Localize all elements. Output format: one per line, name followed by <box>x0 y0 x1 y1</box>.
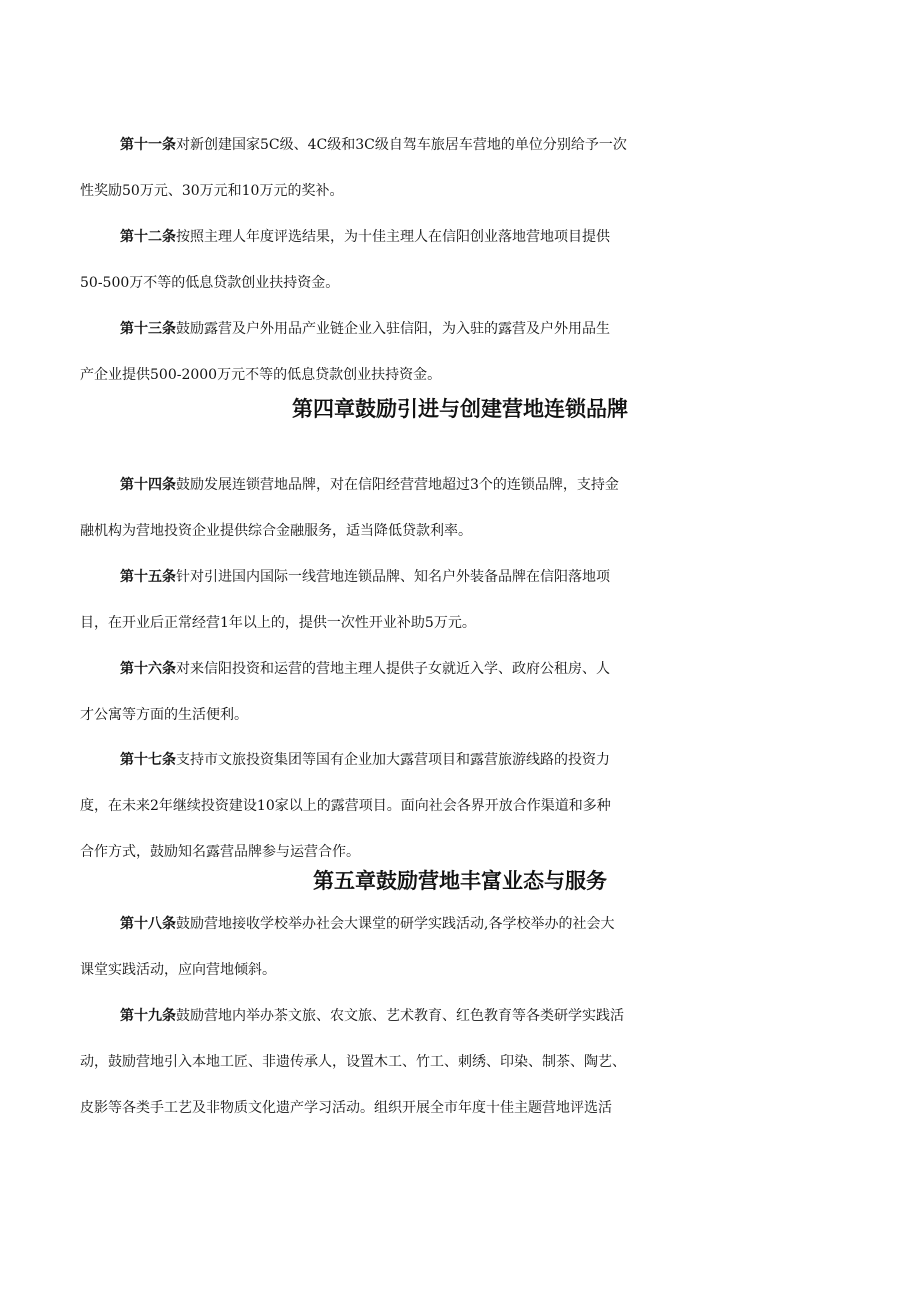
article-14-text-1: 鼓励发展连锁营地品牌，对在信阳经营营地超过3个的连锁品牌，支持金 <box>176 477 619 493</box>
article-17-label: 第十七条 <box>120 752 176 768</box>
article-14 <box>0 462 920 554</box>
article-13 <box>0 306 920 398</box>
article-11 <box>0 122 920 214</box>
article-16-line-2: 才公寓等方面的生活便利。 <box>80 707 248 723</box>
article-18-label: 第十八条 <box>120 916 176 932</box>
article-12-line-2: 50-500万不等的低息贷款创业扶持资金。 <box>80 275 340 291</box>
article-19-line-3: 皮影等各类手工艺及非物质文化遗产学习活动。组织开展全市年度十佳主题营地评选活 <box>80 1100 612 1116</box>
article-17-line-3: 合作方式，鼓励知名露营品牌参与运营合作。 <box>80 844 360 860</box>
article-15-line-2: 目，在开业后正常经营1年以上的，提供一次性开业补助5万元。 <box>80 615 476 631</box>
article-17 <box>0 737 920 875</box>
article-19-label: 第十九条 <box>120 1008 176 1024</box>
article-11-line-1 <box>0 122 920 168</box>
article-18-line-1 <box>0 901 920 947</box>
article-11-label: 第十一条 <box>120 137 176 153</box>
article-11-text-1: 对新创建国家5C级、4C级和3C级自驾车旅居车营地的单位分别给予一次 <box>176 137 627 153</box>
article-15 <box>0 554 920 646</box>
article-18-line-2: 课堂实践活动，应向营地倾斜。 <box>80 962 276 978</box>
article-13-line-1 <box>0 306 920 352</box>
article-16 <box>0 646 920 738</box>
article-17-line-2: 度，在未来2年继续投资建设10家以上的露营项目。面向社会各界开放合作渠道和多种 <box>80 798 611 814</box>
chapter-5-heading: 第五章鼓励营地丰富业态与服务 <box>313 868 607 893</box>
article-18-text-1: 鼓励营地接收学校举办社会大课堂的研学实践活动,各学校举办的社会大 <box>176 916 615 932</box>
article-17-line-1 <box>0 737 920 783</box>
article-13-text-1: 鼓励露营及户外用品产业链企业入驻信阳，为入驻的露营及户外用品生 <box>176 321 610 337</box>
article-17-text-1: 支持市文旅投资集团等国有企业加大露营项目和露营旅游线路的投资力 <box>176 752 610 768</box>
article-19-line-2: 动，鼓励营地引入本地工匠、非遗传承人，设置木工、竹工、刺绣、印染、制茶、陶艺、 <box>80 1054 626 1070</box>
article-16-line-1 <box>0 646 920 692</box>
article-19-text-1: 鼓励营地内举办茶文旅、农文旅、艺术教育、红色教育等各类研学实践活 <box>176 1008 624 1024</box>
article-14-line-1 <box>0 462 920 508</box>
article-13-line-2: 产企业提供500-2000万元不等的低息贷款创业扶持资金。 <box>80 367 442 383</box>
article-15-line-1 <box>0 554 920 600</box>
article-12-label: 第十二条 <box>120 229 176 245</box>
article-15-label: 第十五条 <box>120 569 176 585</box>
article-13-label: 第十三条 <box>120 321 176 337</box>
article-19 <box>0 993 920 1131</box>
article-18 <box>0 901 920 993</box>
article-16-text-1: 对来信阳投资和运营的营地主理人提供子女就近入学、政府公租房、人 <box>176 661 610 677</box>
chapter-4-heading: 第四章鼓励引进与创建营地连锁品牌 <box>292 396 628 421</box>
article-12-line-1 <box>0 214 920 260</box>
article-12 <box>0 214 920 306</box>
article-16-label: 第十六条 <box>120 661 176 677</box>
article-11-line-2: 性奖励50万元、30万元和10万元的奖补。 <box>80 183 344 199</box>
article-14-label: 第十四条 <box>120 477 176 493</box>
article-14-line-2: 融机构为营地投资企业提供综合金融服务，适当降低贷款利率。 <box>80 523 472 539</box>
article-15-text-1: 针对引进国内国际一线营地连锁品牌、知名户外装备品牌在信阳落地项 <box>176 569 610 585</box>
article-19-line-1 <box>0 993 920 1039</box>
article-12-text-1: 按照主理人年度评选结果，为十佳主理人在信阳创业落地营地项目提供 <box>176 229 610 245</box>
